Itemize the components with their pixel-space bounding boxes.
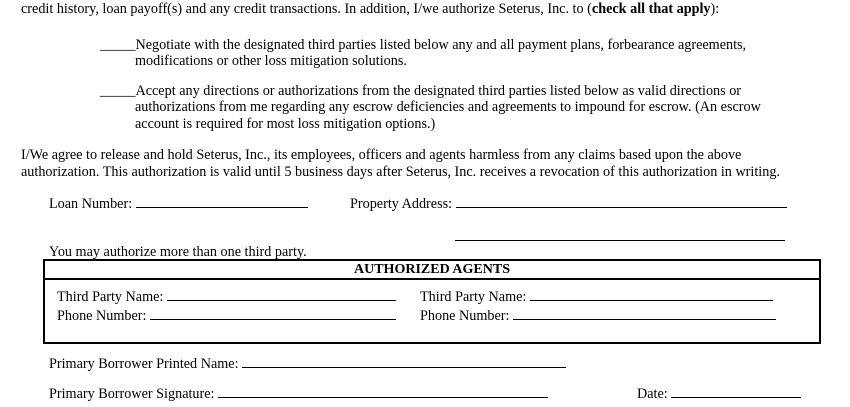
primary-borrower-signature-row [49,386,548,403]
option-negotiate-line2: modifications or other loss mitigation solutions. [135,53,407,69]
primary-borrower-name-label: Primary Borrower Printed Name: [49,356,239,372]
agent2-phone-row [420,308,776,325]
release-line2: authorization. This authorization is valid until 5 business days after Seterus, Inc. receives a revocation of this authorization in writing. [21,164,780,180]
intro-line: credit history, loan payoff(s) and any credit transactions. In addition, I/we authorize Seterus, Inc. to [21,1,584,17]
agent2-phone-label: Phone Number: [420,308,510,324]
intro-bold: check all that apply [591,1,711,17]
intro-text: credit history, loan payoff(s) and any credit transactions. In addition, I/we authorize Seterus, Inc. to (check all that apply): [21,1,720,17]
authorized-agents-title: AUTHORIZED AGENTS [354,262,510,277]
agent1-name-field[interactable] [167,299,396,301]
loan-number-row [49,196,308,213]
property-address-row [350,196,787,213]
property-address-field-line2[interactable] [455,239,785,241]
agent2-name-label: Third Party Name: [420,289,527,305]
option-negotiate-blank[interactable]: _____ [100,37,136,53]
date-label: Date: [637,386,668,402]
release-line1: I/We agree to release and hold Seterus, Inc., its employees, officers and agents harmless from any claims based upon the above [21,147,742,163]
agent1-phone-row [57,308,396,325]
option-accept-line1: Accept any directions or authorizations from the designated third parties listed below as valid directions or [135,83,742,99]
loan-number-label: Loan Number: [49,196,133,212]
option-accept-line2: authorizations from me regarding any escrow deficiencies and agreements to impound for escrow. (An escrow [135,99,761,115]
property-address-field-line2-row [455,229,785,246]
agent2-phone-field[interactable] [513,318,776,320]
agent1-name-row [57,289,396,306]
agent1-phone-label: Phone Number: [57,308,147,324]
option-accept [100,83,741,100]
primary-borrower-signature-label: Primary Borrower Signature: [49,386,215,402]
primary-borrower-name-row [49,356,566,373]
property-address-field[interactable] [456,206,787,208]
agent1-name-label: Third Party Name: [57,289,164,305]
option-negotiate [100,37,746,54]
date-row [637,386,801,403]
agent2-name-field[interactable] [530,299,773,301]
agent2-name-row [420,289,773,306]
primary-borrower-signature-field[interactable] [218,396,548,398]
primary-borrower-name-field[interactable] [242,366,566,368]
authorized-agents-header [43,259,821,280]
property-address-label: Property Address: [350,196,453,212]
agent1-phone-field[interactable] [150,318,396,320]
option-negotiate-line1: Negotiate with the designated third parties listed below any and all payment plans, forbearance agreements, [135,37,747,53]
loan-number-field[interactable] [136,206,308,208]
option-accept-line3: account is required for most loss mitigation options.) [135,116,436,132]
option-accept-blank[interactable]: _____ [100,83,136,99]
multi-party-note: You may authorize more than one third party. [49,244,307,260]
date-field[interactable] [671,396,801,398]
